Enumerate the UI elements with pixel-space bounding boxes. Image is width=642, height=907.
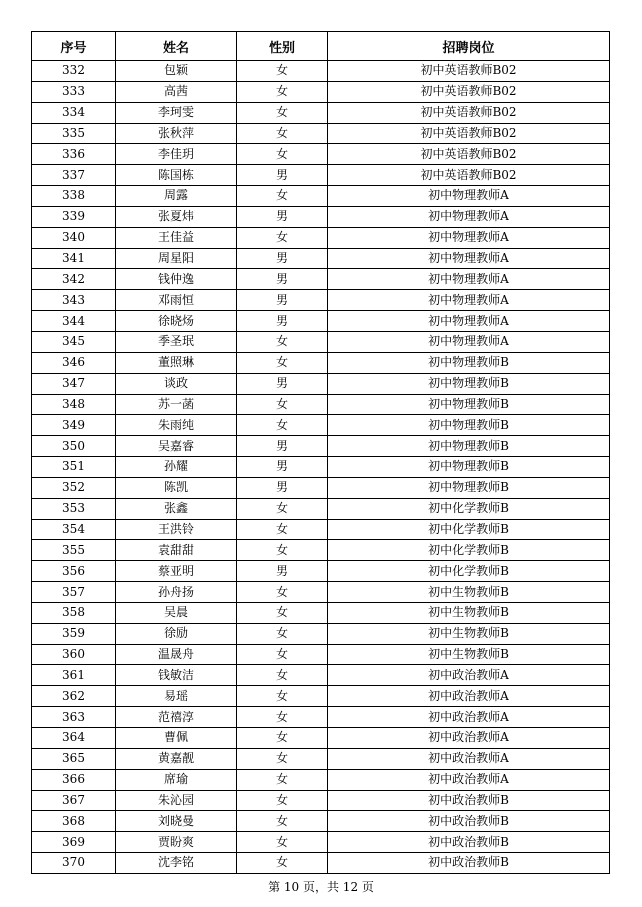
- gender-cell: 女: [237, 769, 328, 790]
- table-row: [32, 811, 610, 832]
- serial-number-cell: 364: [32, 728, 116, 749]
- serial-number-cell: 354: [32, 519, 116, 540]
- table-row: [32, 582, 610, 603]
- name-cell: 李珂雯: [116, 102, 237, 123]
- table-row: [32, 248, 610, 269]
- table-row: [32, 186, 610, 207]
- table-row: [32, 415, 610, 436]
- name-cell: 张鑫: [116, 498, 237, 519]
- serial-number-cell: 363: [32, 707, 116, 728]
- serial-number-cell: 367: [32, 790, 116, 811]
- gender-cell: 女: [237, 728, 328, 749]
- serial-number-cell: 337: [32, 165, 116, 186]
- serial-number-cell: 351: [32, 457, 116, 478]
- gender-cell: 女: [237, 644, 328, 665]
- gender-cell: 女: [237, 790, 328, 811]
- gender-cell: 女: [237, 144, 328, 165]
- position-cell: 初中物理教师B: [328, 457, 610, 478]
- serial-number-cell: 333: [32, 81, 116, 102]
- table-row: [32, 373, 610, 394]
- name-cell: 沈李铭: [116, 853, 237, 874]
- position-cell: 初中物理教师B: [328, 477, 610, 498]
- gender-cell: 女: [237, 61, 328, 82]
- gender-cell: 女: [237, 540, 328, 561]
- name-cell: 钱仲逸: [116, 269, 237, 290]
- table-row: [32, 790, 610, 811]
- gender-cell: 女: [237, 707, 328, 728]
- name-cell: 吴嘉睿: [116, 436, 237, 457]
- gender-cell: 女: [237, 832, 328, 853]
- name-cell: 陈国栋: [116, 165, 237, 186]
- table-row: [32, 206, 610, 227]
- table-row: [32, 748, 610, 769]
- gender-cell: 女: [237, 227, 328, 248]
- table-row: [32, 477, 610, 498]
- position-cell: 初中政治教师B: [328, 853, 610, 874]
- serial-number-cell: 362: [32, 686, 116, 707]
- gender-cell: 男: [237, 206, 328, 227]
- gender-cell: 女: [237, 519, 328, 540]
- name-cell: 苏一菡: [116, 394, 237, 415]
- table-row: [32, 352, 610, 373]
- table-row: [32, 540, 610, 561]
- position-cell: 初中生物教师B: [328, 582, 610, 603]
- gender-cell: 男: [237, 290, 328, 311]
- name-cell: 刘晓曼: [116, 811, 237, 832]
- serial-number-cell: 359: [32, 623, 116, 644]
- position-cell: 初中生物教师B: [328, 623, 610, 644]
- name-cell: 邓雨恒: [116, 290, 237, 311]
- table-row: [32, 81, 610, 102]
- position-cell: 初中政治教师A: [328, 707, 610, 728]
- name-cell: 包颖: [116, 61, 237, 82]
- name-cell: 张秋萍: [116, 123, 237, 144]
- serial-number-cell: 343: [32, 290, 116, 311]
- serial-number-cell: 345: [32, 331, 116, 352]
- position-cell: 初中政治教师A: [328, 686, 610, 707]
- gender-cell: 女: [237, 748, 328, 769]
- table-body: [32, 61, 610, 874]
- table-row: [32, 311, 610, 332]
- position-cell: 初中物理教师A: [328, 290, 610, 311]
- name-cell: 朱雨纯: [116, 415, 237, 436]
- position-cell: 初中物理教师A: [328, 227, 610, 248]
- position-cell: 初中物理教师A: [328, 186, 610, 207]
- table-row: [32, 707, 610, 728]
- position-cell: 初中化学教师B: [328, 561, 610, 582]
- serial-number-cell: 356: [32, 561, 116, 582]
- name-cell: 袁甜甜: [116, 540, 237, 561]
- table-row: [32, 290, 610, 311]
- serial-number-cell: 369: [32, 832, 116, 853]
- gender-cell: 男: [237, 373, 328, 394]
- serial-number-cell: 357: [32, 582, 116, 603]
- name-cell: 朱沁园: [116, 790, 237, 811]
- position-cell: 初中物理教师A: [328, 269, 610, 290]
- gender-cell: 女: [237, 853, 328, 874]
- header-gender: 性别: [237, 32, 328, 61]
- position-cell: 初中化学教师B: [328, 519, 610, 540]
- gender-cell: 男: [237, 311, 328, 332]
- name-cell: 黄嘉靓: [116, 748, 237, 769]
- gender-cell: 女: [237, 498, 328, 519]
- serial-number-cell: 348: [32, 394, 116, 415]
- name-cell: 贾盼爽: [116, 832, 237, 853]
- name-cell: 孙舟扬: [116, 582, 237, 603]
- name-cell: 孙耀: [116, 457, 237, 478]
- position-cell: 初中英语教师B02: [328, 61, 610, 82]
- serial-number-cell: 338: [32, 186, 116, 207]
- table-row: [32, 436, 610, 457]
- position-cell: 初中英语教师B02: [328, 81, 610, 102]
- name-cell: 曹佩: [116, 728, 237, 749]
- name-cell: 吴晨: [116, 602, 237, 623]
- table-row: [32, 686, 610, 707]
- header-serial-number: 序号: [32, 32, 116, 61]
- position-cell: 初中化学教师B: [328, 540, 610, 561]
- name-cell: 钱敏洁: [116, 665, 237, 686]
- name-cell: 徐晓炀: [116, 311, 237, 332]
- serial-number-cell: 344: [32, 311, 116, 332]
- serial-number-cell: 342: [32, 269, 116, 290]
- name-cell: 季圣珉: [116, 331, 237, 352]
- position-cell: 初中生物教师B: [328, 602, 610, 623]
- gender-cell: 女: [237, 123, 328, 144]
- table-row: [32, 144, 610, 165]
- name-cell: 徐励: [116, 623, 237, 644]
- serial-number-cell: 368: [32, 811, 116, 832]
- table-row: [32, 519, 610, 540]
- position-cell: 初中政治教师A: [328, 748, 610, 769]
- position-cell: 初中英语教师B02: [328, 123, 610, 144]
- position-cell: 初中政治教师B: [328, 832, 610, 853]
- table-row: [32, 165, 610, 186]
- position-cell: 初中化学教师B: [328, 498, 610, 519]
- table-row: [32, 853, 610, 874]
- page-footer: 第 10 页，共 12 页: [268, 880, 374, 894]
- gender-cell: 女: [237, 415, 328, 436]
- serial-number-cell: 335: [32, 123, 116, 144]
- gender-cell: 女: [237, 582, 328, 603]
- table-row: [32, 123, 610, 144]
- table-row: [32, 665, 610, 686]
- serial-number-cell: 360: [32, 644, 116, 665]
- position-cell: 初中政治教师B: [328, 790, 610, 811]
- name-cell: 席瑜: [116, 769, 237, 790]
- serial-number-cell: 339: [32, 206, 116, 227]
- position-cell: 初中物理教师B: [328, 415, 610, 436]
- serial-number-cell: 341: [32, 248, 116, 269]
- gender-cell: 男: [237, 248, 328, 269]
- candidate-table: [31, 31, 610, 874]
- serial-number-cell: 350: [32, 436, 116, 457]
- table-row: [32, 498, 610, 519]
- position-cell: 初中生物教师B: [328, 644, 610, 665]
- gender-cell: 女: [237, 602, 328, 623]
- serial-number-cell: 332: [32, 61, 116, 82]
- serial-number-cell: 366: [32, 769, 116, 790]
- gender-cell: 男: [237, 436, 328, 457]
- position-cell: 初中英语教师B02: [328, 102, 610, 123]
- position-cell: 初中物理教师A: [328, 331, 610, 352]
- serial-number-cell: 336: [32, 144, 116, 165]
- position-cell: 初中物理教师B: [328, 394, 610, 415]
- serial-number-cell: 358: [32, 602, 116, 623]
- gender-cell: 女: [237, 331, 328, 352]
- position-cell: 初中英语教师B02: [328, 165, 610, 186]
- serial-number-cell: 353: [32, 498, 116, 519]
- serial-number-cell: 349: [32, 415, 116, 436]
- table-row: [32, 728, 610, 749]
- table-row: [32, 644, 610, 665]
- name-cell: 董照琳: [116, 352, 237, 373]
- position-cell: 初中物理教师B: [328, 436, 610, 457]
- table-row: [32, 331, 610, 352]
- name-cell: 周露: [116, 186, 237, 207]
- serial-number-cell: 355: [32, 540, 116, 561]
- table-row: [32, 102, 610, 123]
- gender-cell: 女: [237, 623, 328, 644]
- position-cell: 初中英语教师B02: [328, 144, 610, 165]
- gender-cell: 女: [237, 665, 328, 686]
- position-cell: 初中物理教师A: [328, 206, 610, 227]
- serial-number-cell: 346: [32, 352, 116, 373]
- serial-number-cell: 361: [32, 665, 116, 686]
- name-cell: 周星阳: [116, 248, 237, 269]
- position-cell: 初中物理教师A: [328, 311, 610, 332]
- name-cell: 陈凯: [116, 477, 237, 498]
- name-cell: 张夏炜: [116, 206, 237, 227]
- position-cell: 初中政治教师B: [328, 811, 610, 832]
- table-row: [32, 394, 610, 415]
- gender-cell: 男: [237, 561, 328, 582]
- serial-number-cell: 347: [32, 373, 116, 394]
- name-cell: 温晟舟: [116, 644, 237, 665]
- table-row: [32, 269, 610, 290]
- name-cell: 王佳益: [116, 227, 237, 248]
- position-cell: 初中物理教师B: [328, 373, 610, 394]
- name-cell: 范禧淳: [116, 707, 237, 728]
- position-cell: 初中物理教师A: [328, 248, 610, 269]
- table-row: [32, 769, 610, 790]
- name-cell: 蔡亚明: [116, 561, 237, 582]
- gender-cell: 女: [237, 352, 328, 373]
- serial-number-cell: 340: [32, 227, 116, 248]
- table-row: [32, 602, 610, 623]
- gender-cell: 女: [237, 102, 328, 123]
- name-cell: 高茜: [116, 81, 237, 102]
- name-cell: 谈政: [116, 373, 237, 394]
- gender-cell: 男: [237, 165, 328, 186]
- table-row: [32, 227, 610, 248]
- serial-number-cell: 352: [32, 477, 116, 498]
- gender-cell: 男: [237, 457, 328, 478]
- table-row: [32, 61, 610, 82]
- table-row: [32, 457, 610, 478]
- position-cell: 初中物理教师B: [328, 352, 610, 373]
- table-row: [32, 832, 610, 853]
- gender-cell: 男: [237, 269, 328, 290]
- table-header-row: [32, 32, 610, 61]
- position-cell: 初中政治教师A: [328, 728, 610, 749]
- name-cell: 王洪铃: [116, 519, 237, 540]
- name-cell: 易瑶: [116, 686, 237, 707]
- gender-cell: 女: [237, 186, 328, 207]
- gender-cell: 女: [237, 394, 328, 415]
- gender-cell: 女: [237, 686, 328, 707]
- position-cell: 初中政治教师A: [328, 769, 610, 790]
- gender-cell: 女: [237, 81, 328, 102]
- header-name: 姓名: [116, 32, 237, 61]
- serial-number-cell: 370: [32, 853, 116, 874]
- table-row: [32, 561, 610, 582]
- table-row: [32, 623, 610, 644]
- name-cell: 李佳玥: [116, 144, 237, 165]
- position-cell: 初中政治教师A: [328, 665, 610, 686]
- serial-number-cell: 365: [32, 748, 116, 769]
- gender-cell: 女: [237, 811, 328, 832]
- serial-number-cell: 334: [32, 102, 116, 123]
- gender-cell: 男: [237, 477, 328, 498]
- header-position: 招聘岗位: [328, 32, 610, 61]
